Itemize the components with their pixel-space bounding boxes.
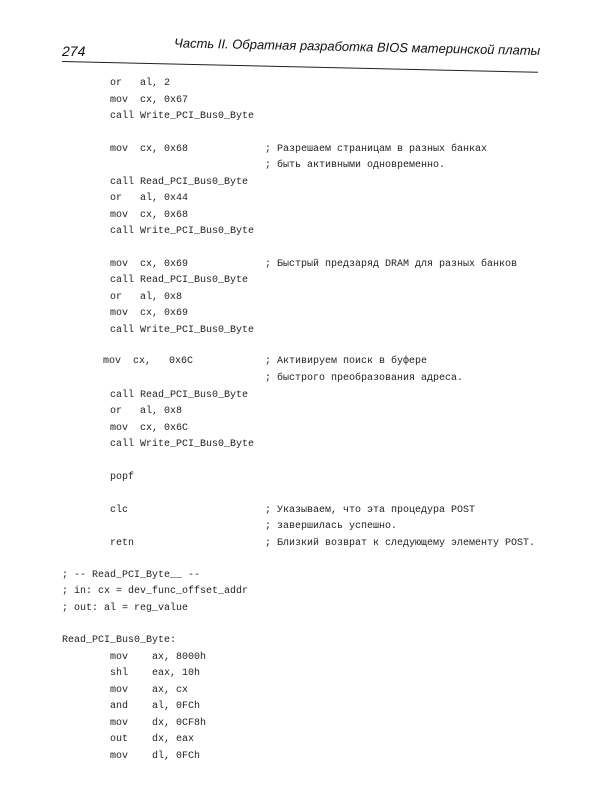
code-line: shl eax, 10h — [110, 668, 201, 679]
page-number: 274 — [62, 43, 86, 59]
code-line: mov dx, 0CF8h — [110, 718, 207, 729]
code-line: mov ax, cx — [110, 685, 189, 696]
code-comment: ; Активируем поиск в буфере — [265, 356, 428, 367]
code-line: mov cx, 0x68 — [110, 210, 189, 221]
code-comment: ; Близкий возврат к следующему элементу POST. — [265, 538, 536, 549]
code-line: popf — [110, 472, 135, 483]
code-line: mov cx, 0x67 — [110, 95, 189, 106]
code-line: mov cx, 0x6C — [110, 423, 189, 434]
code-comment: ; быстрого преобразования адреса. — [265, 373, 464, 384]
code-line: call Write_PCI_Bus0_Byte — [110, 325, 255, 336]
code-line: ; out: al = reg_value — [62, 603, 189, 614]
code-line: clc — [110, 505, 129, 516]
code-line: retn — [110, 538, 135, 549]
running-title: Часть II. Обратная разработка BIOS материнской платы — [173, 35, 541, 58]
code-line: mov cx, 0x69 — [110, 259, 189, 270]
code-line: mov ax, 8000h — [110, 652, 207, 663]
code-line: or al, 0x44 — [110, 193, 189, 204]
code-line: call Read_PCI_Bus0_Byte — [110, 390, 249, 401]
code-line: and al, 0FCh — [110, 701, 201, 712]
code-line: mov dl, 0FCh — [110, 751, 201, 762]
code-comment: ; быть активными одновременно. — [265, 160, 446, 171]
code-line: call Write_PCI_Bus0_Byte — [110, 439, 255, 450]
code-comment: ; Быстрый предзаряд DRAM для разных банков — [265, 259, 518, 270]
code-line: out dx, eax — [110, 734, 195, 745]
code-label: Read_PCI_Bus0_Byte: — [62, 635, 177, 646]
code-line: or al, 0x8 — [110, 292, 183, 303]
code-comment: ; Разрешаем страницам в разных банках — [265, 144, 488, 155]
code-line: ; -- Read_PCI_Byte__ -- — [62, 570, 201, 581]
code-line: or al, 0x8 — [110, 406, 183, 417]
code-line: mov cx, 0x69 — [110, 308, 189, 319]
code-line: call Write_PCI_Bus0_Byte — [110, 111, 255, 122]
code-line: ; in: cx = dev_func_offset_addr — [62, 586, 249, 597]
code-comment: ; завершилась успешно. — [265, 521, 398, 532]
code-line: call Read_PCI_Bus0_Byte — [110, 177, 249, 188]
code-line: call Write_PCI_Bus0_Byte — [110, 226, 255, 237]
code-line: or al, 2 — [110, 78, 171, 89]
code-comment: ; Указываем, что эта процедура POST — [265, 505, 476, 516]
code-line: mov cx, 0x6C — [103, 356, 194, 367]
code-line: call Read_PCI_Bus0_Byte — [110, 275, 249, 286]
code-line: mov cx, 0x68 — [110, 144, 189, 155]
